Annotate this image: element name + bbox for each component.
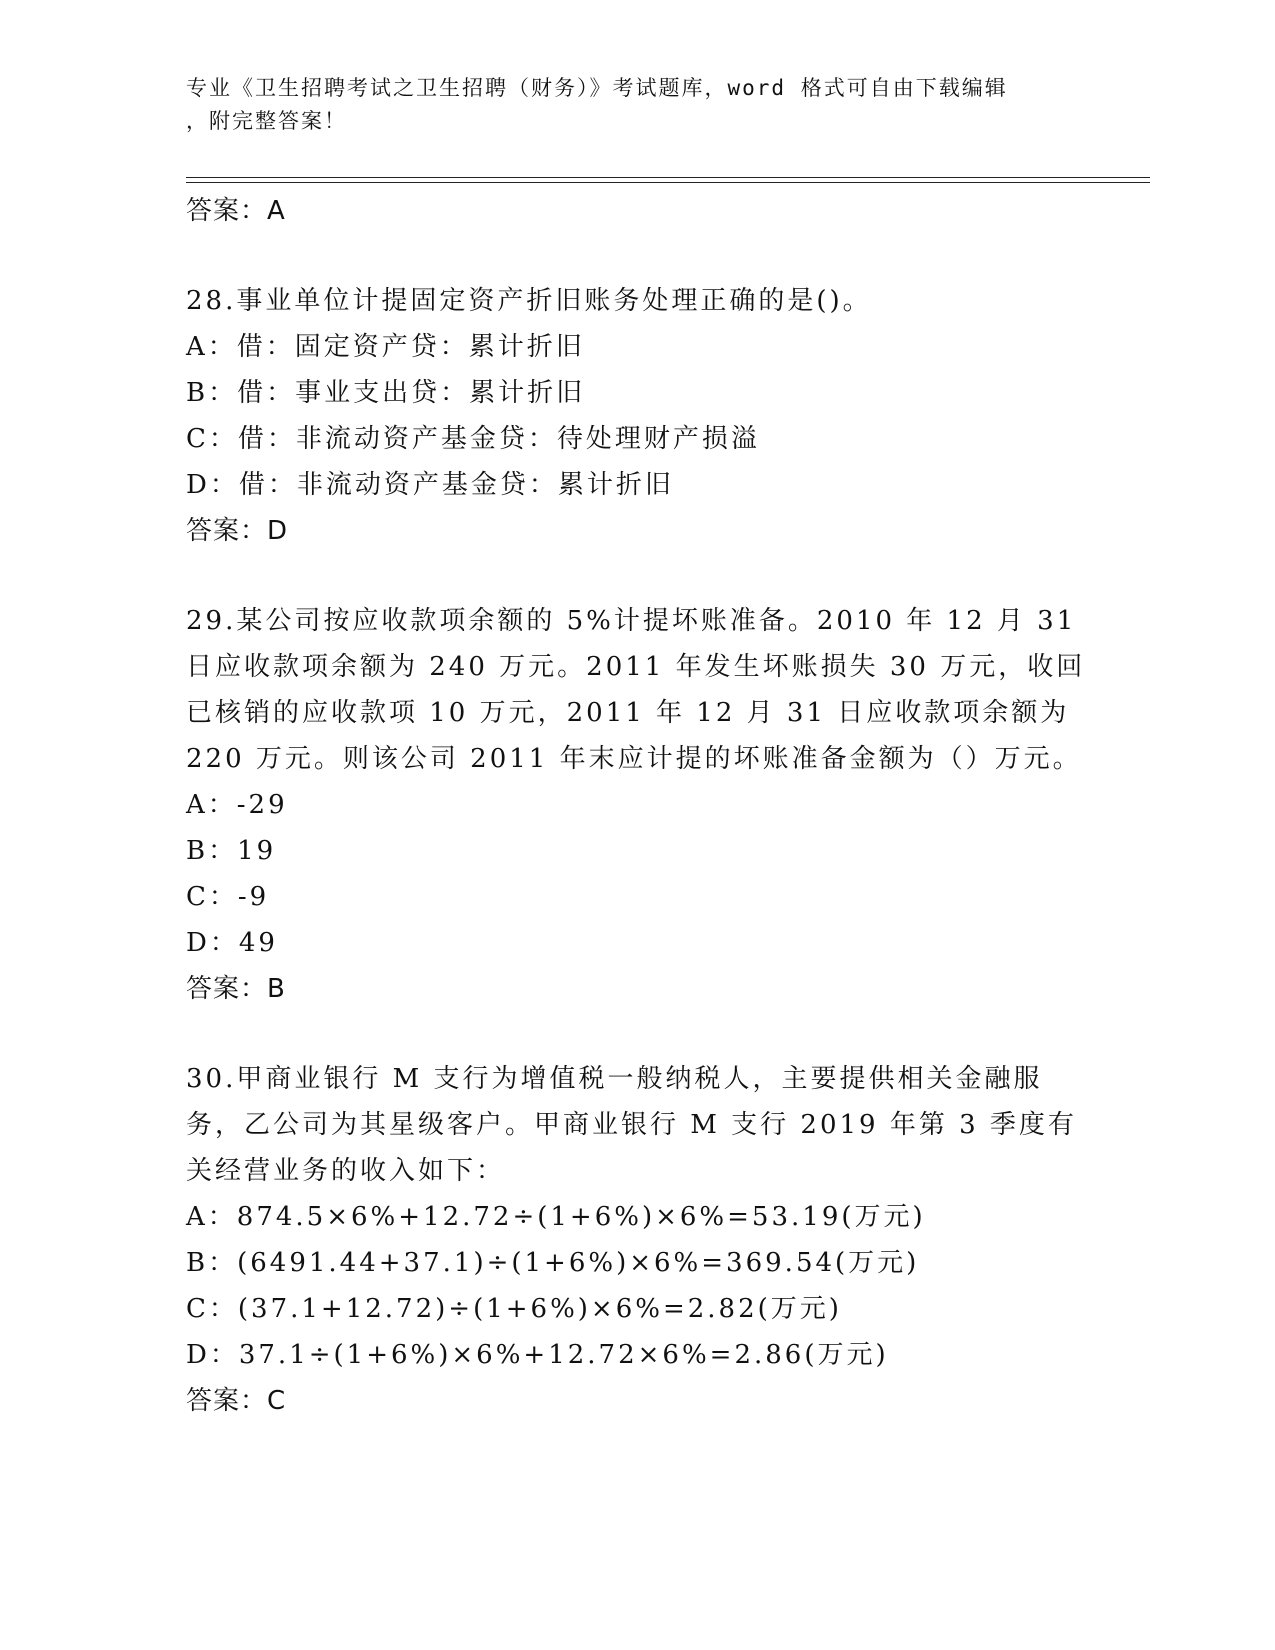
question-list — [186, 188, 1086, 1424]
header-line-2: ，附完整答案！ — [186, 109, 347, 133]
previous-answer: 答案：A — [186, 196, 286, 226]
question-29-answer: 答案：B — [186, 974, 286, 1004]
question-28-option-a: A：借：固定资产贷：累计折旧 — [186, 332, 585, 362]
question-30-option-a: A：874.5×6%+12.72÷(1+6%)×6%=53.19(万元) — [186, 1202, 926, 1232]
question-30-answer: 答案：C — [186, 1386, 287, 1416]
question-30-option-b: B：(6491.44+37.1)÷(1+6%)×6%=369.54(万元) — [186, 1248, 920, 1278]
question-30-option-c: C：(37.1+12.72)÷(1+6%)×6%=2.82(万元) — [186, 1294, 842, 1324]
question-30-option-d: D：37.1÷(1+6%)×6%+12.72×6%=2.86(万元) — [186, 1340, 889, 1370]
question-28-option-d: D：借：非流动资产基金贷：累计折旧 — [186, 470, 674, 500]
question-29-option-d: D：49 — [186, 928, 278, 958]
question-29-option-c: C：-9 — [186, 882, 270, 912]
question-29-option-b: B：19 — [186, 836, 277, 866]
question-29-option-a: A：-29 — [186, 790, 288, 820]
header-line-1: 专业《卫生招聘考试之卫生招聘（财务）》考试题库，word 格式可自由下载编辑 — [186, 76, 1008, 100]
header-divider-bottom — [186, 182, 1150, 183]
question-28-text: 28.事业单位计提固定资产折旧账务处理正确的是()。 — [186, 286, 872, 316]
question-30-text: 30.甲商业银行 M 支行为增值税一般纳税人，主要提供相关金融服务，乙公司为其星级客户。甲商业银行 M 支行 2019 年第 3 季度有关经营业务的收入如下： — [186, 1064, 1077, 1186]
question-28-option-b: B：借：事业支出贷：累计折旧 — [186, 378, 586, 408]
question-28-option-c: C：借：非流动资产基金贷：待处理财产损溢 — [186, 424, 760, 454]
header-divider-top — [186, 177, 1150, 178]
question-28-answer: 答案：D — [186, 516, 289, 546]
page-header — [186, 72, 1066, 138]
question-29-text: 29.某公司按应收款项余额的 5%计提坏账准备。2010 年 12 月 31 日应收款项余额为 240 万元。2011 年发生坏账损失 30 万元，收回已核销的应收款项 10 万元，2011 年 12 月 31 日应收款项余额为 220 万元。则该公司 2011 年末应计提的坏账准备金额为（）万元。 — [186, 606, 1086, 774]
